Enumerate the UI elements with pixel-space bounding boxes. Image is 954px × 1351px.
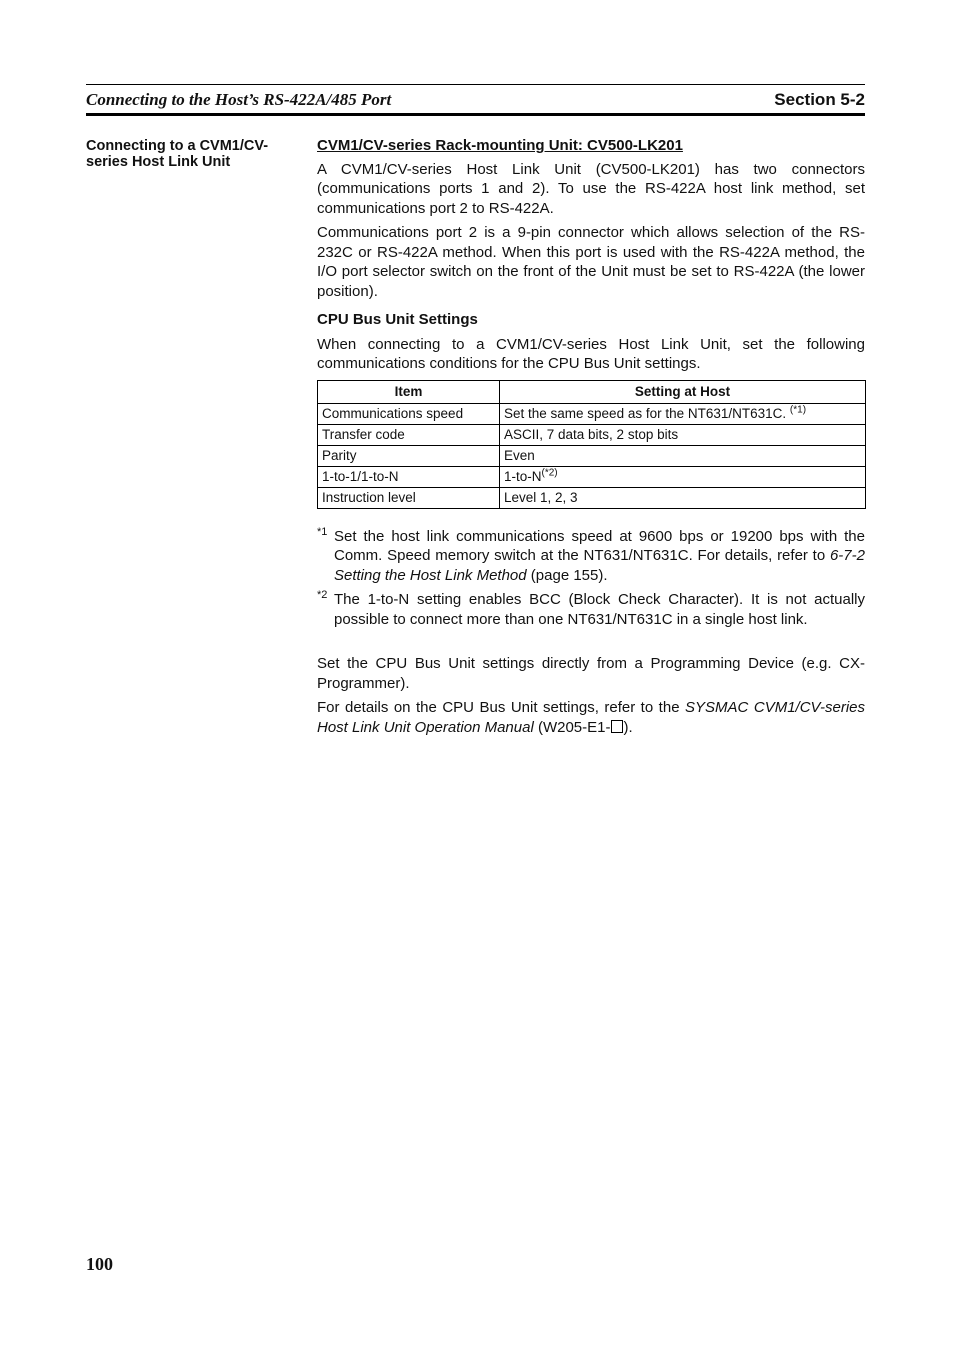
footnotes xyxy=(317,527,865,630)
setting-text: Level 1, 2, 3 xyxy=(504,489,578,505)
side-heading: Connecting to a CVM1/CV-series Host Link Unit xyxy=(86,138,269,170)
manual-code-end: ). xyxy=(623,718,633,736)
cross-reference: 6-7-2 Setting the Host Link Method xyxy=(334,547,865,584)
footnote-ref: (*1) xyxy=(789,404,807,415)
footnote-1 xyxy=(317,527,865,586)
setting-text: Set the same speed as for the NT631/NT631C. xyxy=(504,405,790,421)
setting-text: Even xyxy=(504,447,535,463)
empty-box-icon xyxy=(611,720,623,733)
footnote-marker: *2 xyxy=(317,589,328,601)
table-row xyxy=(318,424,866,445)
table-header-item: Item xyxy=(318,380,500,403)
paragraph-4: Set the CPU Bus Unit settings directly from a Programming Device (e.g. CX-Programmer). xyxy=(317,655,865,692)
table-row xyxy=(318,403,866,424)
table-row xyxy=(318,445,866,466)
manual-title: SYSMAC CVM1/CV-series Host Link Unit Operation Manual xyxy=(317,699,865,736)
table-cell-setting xyxy=(500,445,866,466)
settings-table xyxy=(317,380,866,509)
section-label: Section 5-2 xyxy=(774,90,865,109)
paragraph-2: Communications port 2 is a 9-pin connector which allows selection of the RS-232C or RS-422A method. When this port is used with the RS-422A method, the I/O port selector switch on the front of the Unit must be set to RS-422A (the lower position). xyxy=(317,224,865,300)
table-header-setting: Setting at Host xyxy=(500,380,866,403)
table-row xyxy=(318,466,866,487)
table-row xyxy=(318,487,866,508)
page-number: 100 xyxy=(86,1254,113,1274)
paragraph-3: When connecting to a CVM1/CV-series Host Link Unit, set the following communications conditions for the CPU Bus Unit settings. xyxy=(317,335,865,372)
footnote-text: The 1-to-N setting enables BCC (Block Check Character). It is not actually possible to connect more than one NT631/NT631C in a single host link. xyxy=(334,591,865,628)
header-rule-bottom xyxy=(86,113,865,116)
table-cell-setting xyxy=(500,424,866,445)
table-cell-item: Transfer code xyxy=(318,424,500,445)
table-header-row xyxy=(318,380,866,403)
paragraph-1: A CVM1/CV-series Host Link Unit (CV500-LK201) has two connectors (communications ports 1 and 2). To use the RS-422A host link method, set communications port 2 to RS-422A. xyxy=(317,160,865,217)
table-cell-item: Instruction level xyxy=(318,487,500,508)
table-cell-setting xyxy=(500,487,866,508)
table-cell-item: 1-to-1/1-to-N xyxy=(318,466,500,487)
table-cell-item: Communications speed xyxy=(318,403,500,424)
paragraph-5-text: For details on the CPU Bus Unit settings, refer to the xyxy=(317,699,686,716)
table-cell-item: Parity xyxy=(318,445,500,466)
cpu-bus-heading: CPU Bus Unit Settings xyxy=(317,311,478,328)
subheading: CVM1/CV-series Rack-mounting Unit: CV500-LK201 xyxy=(317,137,683,154)
footnote-text-end: (page 155). xyxy=(526,566,608,584)
table-cell-setting xyxy=(500,466,866,487)
footnote-text: Set the host link communications speed at 9600 bps or 19200 bps with the Comm. Speed memory switch at the NT631/NT631C. For details, refer to xyxy=(334,527,865,564)
running-title: Connecting to the Host’s RS-422A/485 Port xyxy=(86,90,392,109)
spacer xyxy=(317,634,865,654)
footnote-2 xyxy=(317,590,865,629)
main-content xyxy=(317,136,865,742)
footnote-marker: *1 xyxy=(317,525,328,538)
table-cell-setting xyxy=(500,403,866,424)
footnote-ref: (*2) xyxy=(541,467,558,478)
setting-text: ASCII, 7 data bits, 2 stop bits xyxy=(504,426,679,442)
header-rule-top xyxy=(86,84,865,85)
manual-code: (W205-E1- xyxy=(533,718,611,736)
setting-text: 1-to-N xyxy=(504,468,542,484)
paragraph-5 xyxy=(317,698,865,737)
